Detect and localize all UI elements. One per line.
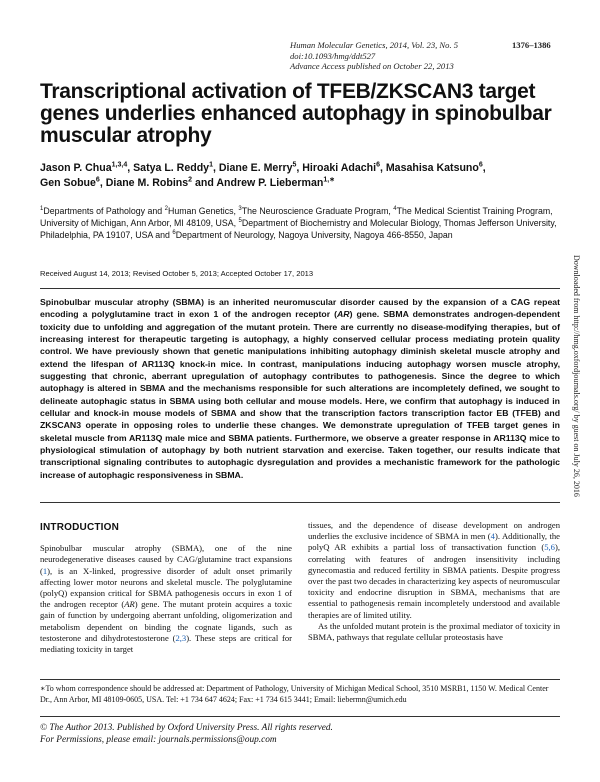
author: Diane E. Merry$^5$, (218, 161, 303, 174)
copyright-block (40, 722, 560, 746)
journal-header (290, 40, 590, 72)
citation-link[interactable]: 5,6 (544, 542, 555, 553)
body-paragraph: Spinobulbar muscular atrophy (SBMA), one of the nine neurodegenerative diseases caused by CAG/glutamine tract expansions (1), is an X-linked, progressive disorder of adult onset primarily affecting lower motor neurons and skeletal muscle. The polyglutamine (polyQ) expansion critical for SBMA pathogenesis occurs in exon 1 of the androgen receptor (AR) gene. The mutant protein acquires a toxic gain of function by undergoing aberrant unfolding, oligomerization and metabolism dependent on binding the cognate ligands, such as testosterone and dihydrotestosterone (2,3). These steps are critical for mediating toxicity in target (40, 543, 293, 655)
permissions: For Permissions, please email: journals.permissions@oup.com (40, 735, 277, 745)
divider (40, 502, 560, 503)
download-watermark: Downloaded from http://hmg.oxfordjournals.org/ by guest on July 26, 2016 (572, 255, 581, 497)
citation-link[interactable]: 4 (490, 531, 495, 542)
section-heading: INTRODUCTION (40, 522, 120, 533)
abstract: Spinobulbar muscular atrophy (SBMA) is an inherited neuromuscular disorder caused by the expansion of a CAG repeat encoding a polyglutamine tract in exon 1 of the androgen receptor (AR) gene. SBMA demonstrates androgen-dependent toxicity due to unfolding and aggregation of the mutant protein. There are currently no disease-modifying therapies, but of increasing interest for therapeutic targeting is autophagy, a highly conserved cellular process mediating protein quality control. We have previously shown that genetic manipulations inhibiting autophagy diminish skeletal muscle atrophy and extend the lifespan of AR113Q knock-in mice. In contrast, manipulations inducing autophagy worsen muscle atrophy, suggesting that chronic, aberrant upregulation of autophagy contributes to pathogenesis. Since the degree to which autophagy is altered in SBMA and the mechanisms responsible for such alterations are incompletely defined, we sought to delineate autophagic status in SBMA using both cellular and mouse models. Here, we confirm that autophagy is induced in cellular and knock-in mouse models of SBMA and show that the transcription factors transcription factor EB (TFEB) and ZKSCAN3 operate in opposing roles to underlie these changes. We demonstrate upregulation of TFEB target genes in skeletal muscle from AR113Q male mice and SBMA patients. Furthermore, we observe a greater response in AR113Q mice to physiological stimulation of autophagy by both nutrient starvation and exercise. Taken together, our results indicate that transcriptional signaling contributes to autophagic dysregulation and provides a mechanistic framework for the pathologic increase of autophagic responsiveness in SBMA. (40, 297, 560, 480)
intro-left-column (40, 520, 292, 655)
citation-link[interactable]: 2,3 (175, 632, 187, 643)
body-paragraph: As the unfolded mutant protein is the proximal mediator of toxicity in SBMA, pathways that regulate cellular proteostasis have (308, 620, 560, 643)
intro-right-column (308, 520, 560, 643)
divider (40, 288, 560, 289)
author-list (40, 161, 565, 191)
affiliations: $^1$Departments of Pathology and $^2$Human Genetics, $^3$The Neuroscience Graduate Program, $^4$The Medical Scientist Training Program, University of Michigan, Ann Arbor, MI 48109, USA, $^5$Department of Biochemistry and Molecular Biology, Thomas Jefferson University, Philadelphia, PA 19107, USA and $^6$Department of Neurology, Nagoya University, Nagoya 466-8550, Japan (40, 206, 557, 241)
received-dates: Received August 14, 2013; Revised October 5, 2013; Accepted October 17, 2013 (40, 269, 314, 278)
article-title: Transcriptional activation of TFEB/ZKSCAN3 target genes underlies enhanced autophagy in spinobulbar muscular atrophy (40, 80, 552, 147)
author: Gen Sobue$^6$, (40, 176, 106, 189)
page-range: 1376–1386 (512, 40, 551, 50)
citation-link[interactable]: 1 (42, 565, 48, 576)
body-paragraph: tissues, and the dependence of disease development on androgen underlies the exclusive incidence of SBMA in men (4). Additionally, the polyQ AR exhibits a partial loss of transactivation function (5,6), correlating with features of androgen insensitivity including gynecomastia and reduced fertility in SBMA patients. Despite progress over the past two decades in characterizing key aspects of neuromuscular toxicity and endocrine disruption in SBMA, mechanisms that are essential to pathogenesis remain incompletely understood and available therapies are of limited utility. (308, 520, 560, 620)
author: Masahisa Katsuno$^6$, (385, 161, 486, 174)
author: Andrew P. Lieberman$^{1,∗}$ (216, 176, 336, 189)
author: Jason P. Chua$^{1,3,4}$, (40, 161, 134, 174)
doi[interactable]: doi:10.1093/hmg/ddt527 (290, 50, 376, 61)
author: Hiroaki Adachi$^6$, (302, 161, 386, 174)
copyright: © The Author 2013. Published by Oxford University Press. All rights reserved. (40, 723, 333, 733)
journal-citation: Human Molecular Genetics, 2014, Vol. 23, No. 5 (290, 40, 459, 50)
author: Satya L. Reddy$^1$, (133, 161, 219, 174)
divider (40, 679, 560, 680)
author: Diane M. Robins$^2$ and (105, 176, 217, 189)
correspondence-footnote: ∗To whom correspondence should be addressed at: Department of Pathology, University of Michigan Medical School, 3510 MSRB1, 1150 W. Medical Center Dr., Ann Arbor, MI 48109-0605, USA. Tel: +1 734 647 4624; Fax: +1 734 615 3441; Email: liebermn@umich.edu (40, 684, 549, 704)
divider (40, 716, 560, 717)
advance-access: Advance Access published on October 22, 2013 (290, 61, 454, 72)
